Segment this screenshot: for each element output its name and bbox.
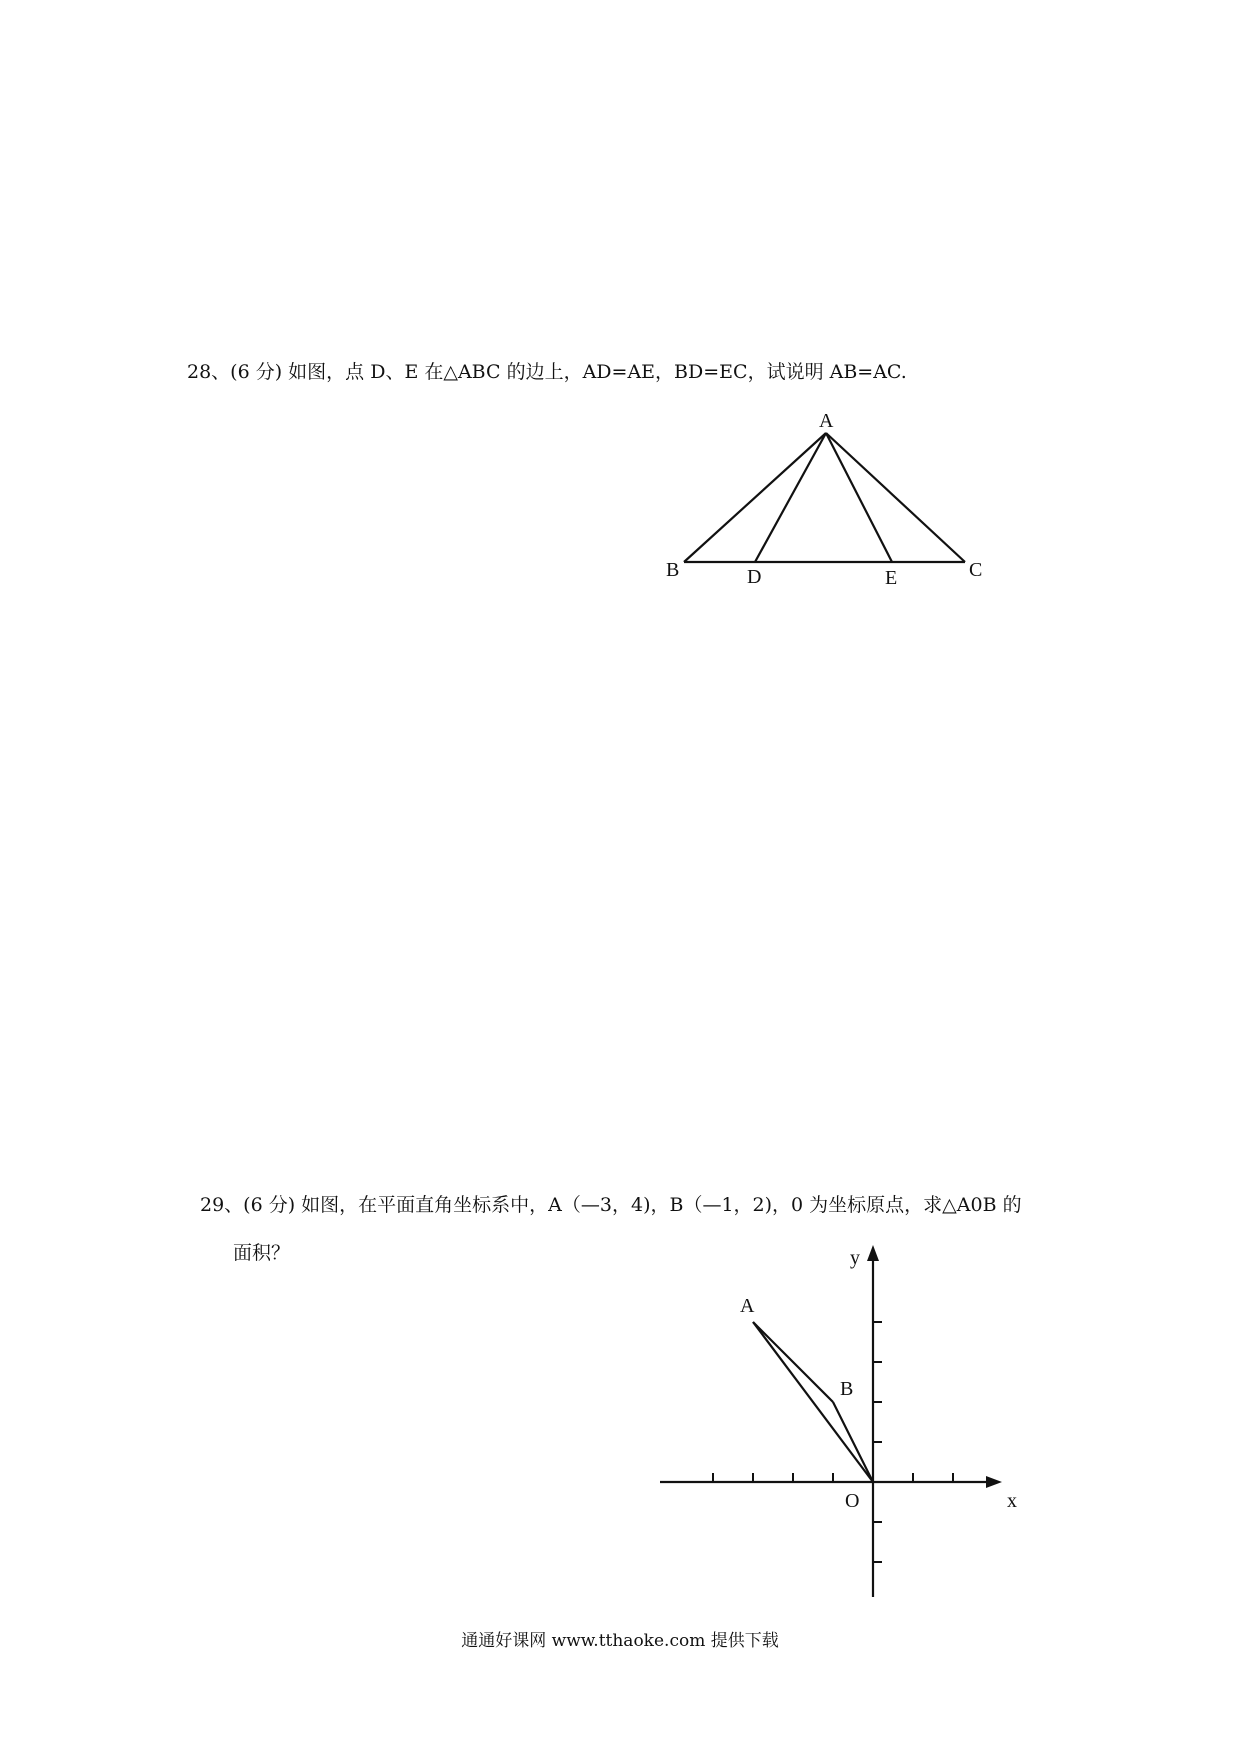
segment-bo	[833, 1402, 873, 1482]
label-c: C	[969, 559, 983, 581]
footer-text: 通通好课网 www.tthaoke.com 提供下载	[461, 1631, 779, 1651]
label-o: O	[845, 1490, 860, 1512]
triangle-figure	[650, 405, 1000, 605]
y-axis-arrow	[867, 1245, 879, 1261]
coordinate-figure	[640, 1225, 1040, 1605]
question-28-text: 28、(6 分) 如图，点 D、E 在△ABC 的边上，AD=AE，BD=EC，试说明 AB=AC.	[187, 361, 907, 383]
segment-ab	[684, 433, 826, 562]
label-b: B	[666, 559, 680, 581]
label-a: A	[819, 410, 834, 432]
label-y: y	[850, 1247, 860, 1269]
segment-ac	[826, 433, 965, 562]
segment-oa	[753, 1322, 873, 1482]
label-a: A	[740, 1295, 755, 1317]
label-x: x	[1007, 1490, 1017, 1512]
question-29-text-line1: 29、(6 分) 如图，在平面直角坐标系中，A（—3，4)，B（—1，2)，0 为坐标原点，求△A0B 的	[200, 1194, 1022, 1216]
label-b: B	[840, 1378, 854, 1400]
segment-ae	[826, 433, 892, 562]
label-d: D	[747, 566, 762, 588]
segment-ad	[755, 433, 826, 562]
question-29-text-line2: 面积？	[233, 1242, 291, 1264]
x-axis-arrow	[986, 1476, 1002, 1488]
label-e: E	[885, 567, 898, 589]
segment-ab	[753, 1322, 833, 1402]
